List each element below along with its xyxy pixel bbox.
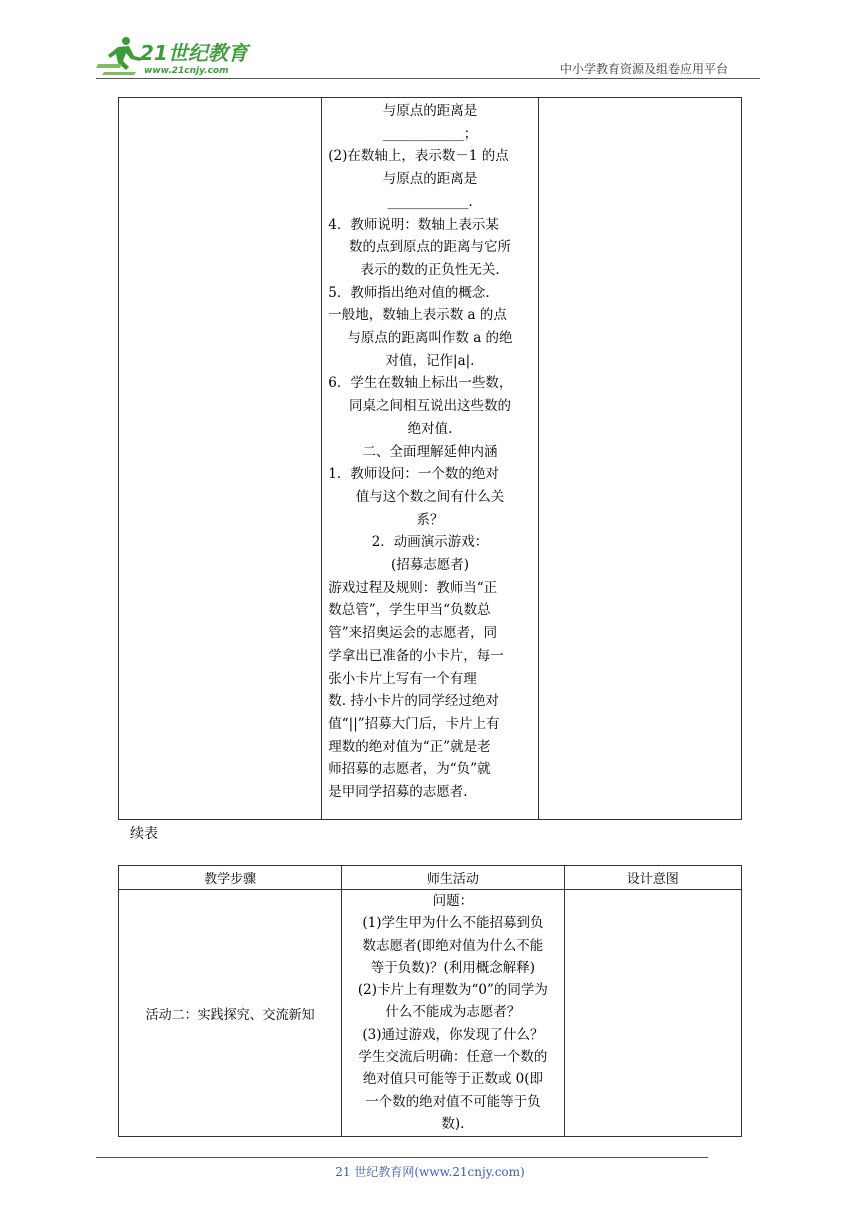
activity-line: 系？ bbox=[416, 511, 444, 528]
table-header-row bbox=[119, 866, 742, 890]
activity-line: 6．学生在数轴上标出一些数， bbox=[328, 375, 513, 392]
intent-cell bbox=[538, 98, 741, 820]
lesson-table bbox=[118, 865, 742, 1137]
intent-cell bbox=[564, 890, 741, 1137]
activity-line: ____________； bbox=[382, 125, 478, 142]
footer-rule bbox=[96, 1157, 708, 1158]
activity-line: 张小卡片上写有一个有理 bbox=[328, 670, 477, 687]
activity-line: (3)通过游戏，你发现了什么？ bbox=[362, 1026, 544, 1043]
activity-line: 是甲同学招募的志愿者. bbox=[328, 784, 468, 801]
column-header-activity: 师生活动 bbox=[342, 866, 564, 890]
activity-line: 数志愿者(即绝对值为什么不能 bbox=[362, 937, 544, 954]
activity-line: 数的点到原点的距离与它所 bbox=[348, 239, 511, 256]
activity-line: 管”来招奥运会的志愿者，同 bbox=[328, 625, 498, 642]
activity-line: 值“||”招募大门后，卡片上有 bbox=[328, 715, 500, 732]
activity-line: 游戏过程及规则：教师当“正 bbox=[328, 579, 498, 596]
activity-line: 表示的数的正负性无关. bbox=[360, 261, 500, 278]
activity-line: 与原点的距离是 bbox=[382, 171, 478, 188]
activity-line: (招募志愿者) bbox=[390, 557, 470, 574]
activity-line: ____________. bbox=[387, 193, 473, 210]
site-logo bbox=[96, 34, 256, 78]
activity-line: 数. 持小卡片的同学经过绝对 bbox=[328, 693, 499, 710]
activity-line: 什么不能成为志愿者？ bbox=[385, 1004, 521, 1021]
runner-icon bbox=[96, 37, 142, 75]
activity-cell bbox=[322, 98, 538, 820]
table-row bbox=[119, 890, 742, 1137]
table-row bbox=[119, 98, 742, 820]
footer-link[interactable]: 21 世纪教育网(www.21cnjy.com) bbox=[335, 1165, 525, 1179]
activity-line: 学生交流后明确：任意一个数的 bbox=[358, 1049, 548, 1066]
activity-line: 值与这个数之间有什么关 bbox=[355, 488, 505, 505]
activity-line: (1)学生甲为什么不能招募到负 bbox=[362, 915, 544, 932]
activity-line: 问题： bbox=[432, 893, 474, 909]
activity-line: 1．教师设问：一个数的绝对 bbox=[328, 466, 499, 483]
step-cell: 活动二：实践探究、交流新知 bbox=[119, 890, 342, 1137]
column-header-intent: 设计意图 bbox=[564, 866, 741, 890]
activity-line: 理数的绝对值为“正”就是老 bbox=[328, 738, 491, 755]
activity-line: 师招募的志愿者，为“负”就 bbox=[328, 761, 491, 778]
activity-line: 绝对值只可能等于正数或 0(即 bbox=[362, 1071, 543, 1088]
activity-line: 数). bbox=[441, 1115, 465, 1132]
header-rule bbox=[96, 78, 760, 79]
section-heading: 二、全面理解延伸内涵 bbox=[362, 443, 498, 460]
activity-line: 与原点的距离是 bbox=[382, 103, 478, 119]
logo-url: www.21cnjy.com bbox=[144, 66, 229, 76]
activity-line: 等于负数)？(利用概念解释) bbox=[370, 959, 536, 976]
activity-line: 一个数的绝对值不可能等于负 bbox=[365, 1093, 541, 1110]
activity-line: 一般地，数轴上表示数 a 的点 bbox=[328, 307, 507, 324]
activity-line: 绝对值. bbox=[407, 420, 453, 437]
activity-line: 与原点的距离叫作数 a 的绝 bbox=[347, 330, 513, 347]
continued-lesson-table bbox=[118, 97, 742, 820]
site-name: 中小学教育资源及组卷应用平台 bbox=[560, 62, 729, 76]
activity-line: 2．动画演示游戏： bbox=[371, 534, 489, 551]
activity-line: 数总管”，学生甲当“负数总 bbox=[328, 602, 491, 619]
activity-line: (2)在数轴上，表示数－1 的点 bbox=[328, 148, 509, 165]
activity-line: (2)卡片上有理数为“0”的同学为 bbox=[357, 982, 548, 999]
activity-line: 同桌之间相互说出这些数的 bbox=[348, 398, 511, 415]
column-header-steps: 教学步骤 bbox=[119, 866, 342, 890]
activity-line: 学拿出已准备的小卡片，每一 bbox=[328, 647, 504, 664]
continued-label: 续表 bbox=[130, 826, 158, 842]
logo-text: 21世纪教育 bbox=[140, 41, 248, 65]
activity-line: 4．教师说明：数轴上表示某 bbox=[328, 216, 499, 233]
activity-line: 5．教师指出绝对值的概念. bbox=[328, 284, 490, 301]
activity-line: 对值，记作|a|. bbox=[385, 352, 475, 369]
activity-cell bbox=[342, 890, 564, 1137]
step-cell bbox=[119, 98, 322, 820]
